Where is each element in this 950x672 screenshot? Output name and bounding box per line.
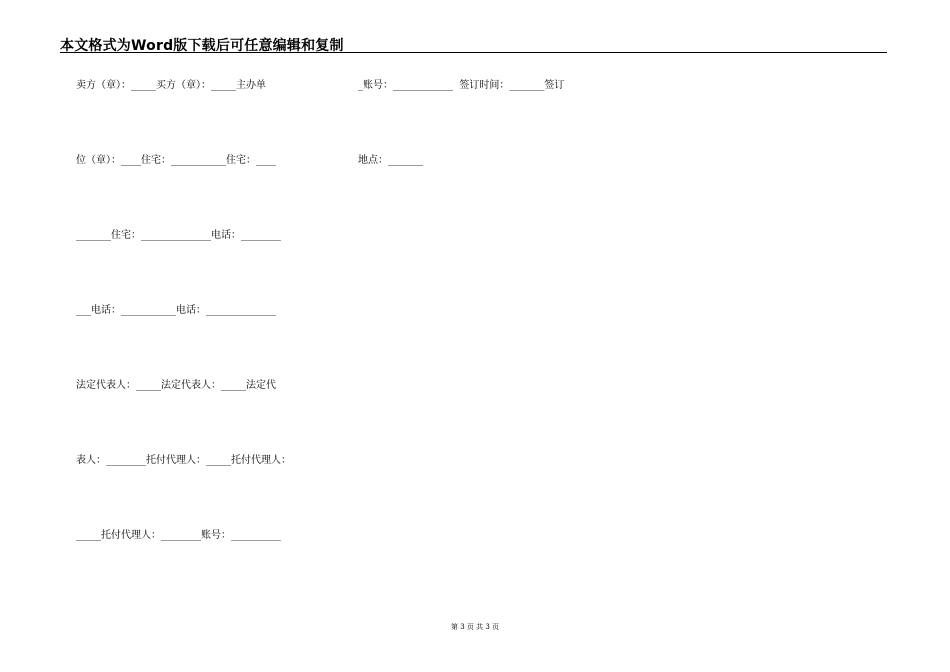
body-line-agent-account: _____托付代理人：________账号：__________ (76, 530, 281, 541)
body-line-phones: ___电话：___________电话：______________ (76, 305, 276, 316)
page-number-footer: 第 3 页 共 3 页 (450, 623, 500, 631)
body-line-entrusted-agents: 表人：________托付代理人：_____托付代理人： (76, 455, 291, 466)
header-divider (60, 52, 887, 53)
body-line-legal-representatives: 法定代表人：_____法定代表人：_____法定代 (76, 380, 276, 391)
body-line-sign-place: 地点：_______ (358, 155, 423, 166)
body-line-unit-address: 位（章）：____住宅：___________住宅：____ (76, 155, 276, 166)
body-line-address-phone: _______住宅：______________电话：________ (76, 230, 281, 241)
document-header-title: 本文格式为Word版下载后可任意编辑和复制 (60, 38, 344, 54)
body-line-account-sign-time: _账号：____________ 签订时间：_______签订 (358, 80, 565, 91)
body-line-seller-buyer: 卖方（章）：_____买方（章）：_____主办单 (76, 80, 266, 91)
